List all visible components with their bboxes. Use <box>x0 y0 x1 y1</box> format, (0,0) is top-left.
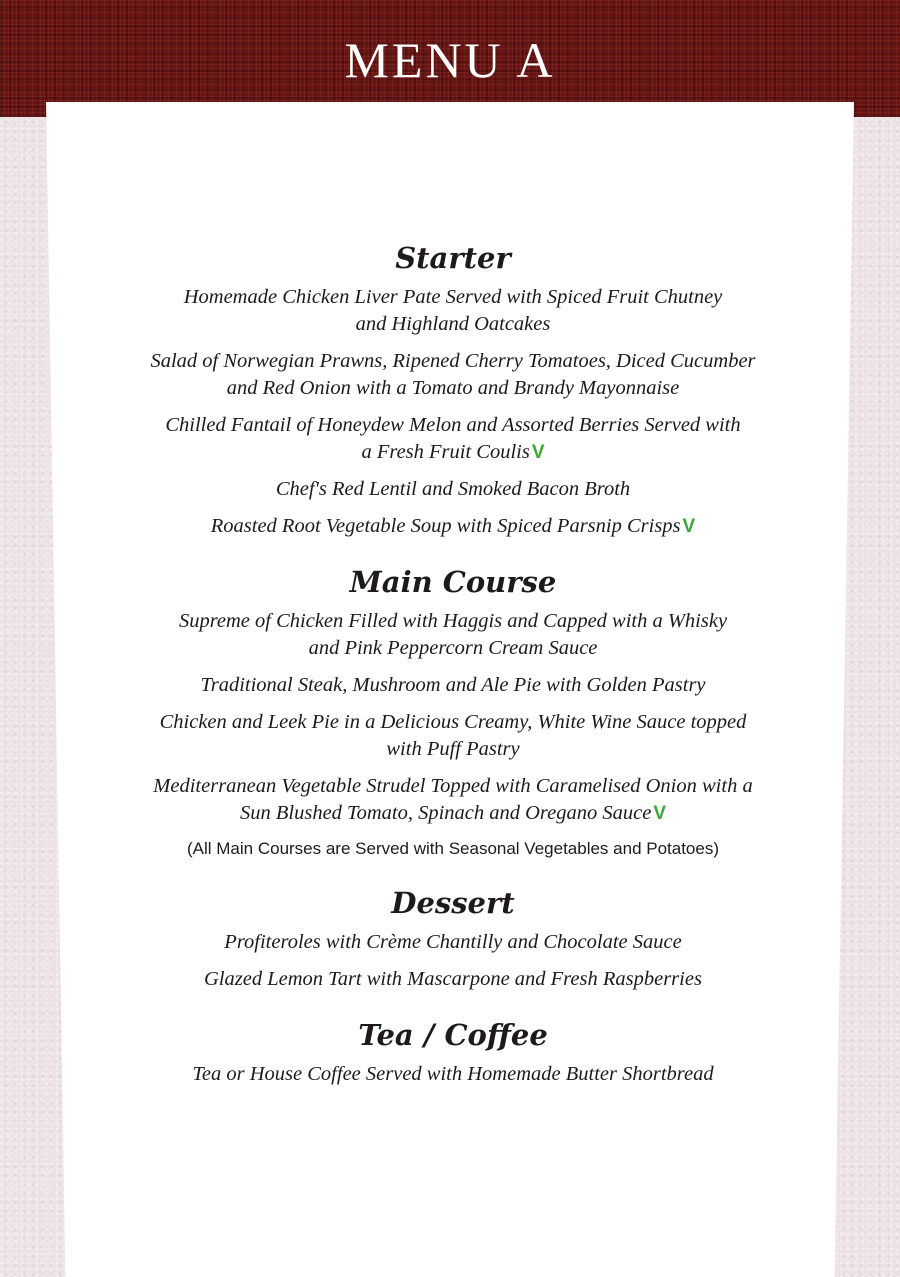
serving-note: (All Main Courses are Served with Seasonal Vegetables and Potatoes) <box>186 839 720 858</box>
menu-item <box>100 476 806 503</box>
menu-item-line: with Puff Pastry <box>386 738 520 760</box>
menu-item <box>100 929 806 956</box>
menu-item <box>100 966 806 993</box>
menu-section-main-course <box>100 556 806 861</box>
section-title: Starter <box>395 241 511 275</box>
menu-item-line: Chilled Fantail of Honeydew Melon and Assorted Berries Served with <box>165 414 741 436</box>
menu-item-line: and Highland Oatcakes <box>355 313 551 335</box>
menu-item <box>100 348 806 402</box>
menu-section-starter <box>100 232 806 540</box>
section-title: Main Course <box>349 565 557 599</box>
menu-item-line: Glazed Lemon Tart with Mascarpone and Fresh Raspberries <box>204 968 702 990</box>
menu-item <box>100 773 806 827</box>
menu-item-line: Chef's Red Lentil and Smoked Bacon Broth <box>275 478 631 500</box>
menu-section-dessert <box>100 877 806 993</box>
menu-item-line: and Red Onion with a Tomato and Brandy Mayonnaise <box>226 377 680 399</box>
vegetarian-icon: V <box>653 803 666 824</box>
menu-item-line: Roasted Root Vegetable Soup with Spiced Parsnip Crisps <box>210 515 681 537</box>
tartan-header-band <box>0 0 900 117</box>
menu-item-line: Supreme of Chicken Filled with Haggis and Capped with a Whisky <box>178 610 728 632</box>
menu-content <box>100 232 806 1104</box>
menu-item <box>100 709 806 763</box>
menu-item-line: and Pink Peppercorn Cream Sauce <box>308 637 598 659</box>
section-title: Tea / Coffee <box>358 1018 548 1052</box>
menu-item-line: Chicken and Leek Pie in a Delicious Creamy, White Wine Sauce topped <box>159 711 747 733</box>
menu-title: MENU A <box>344 32 556 88</box>
section-title: Dessert <box>391 886 515 920</box>
vegetarian-icon: V <box>531 442 545 463</box>
menu-item-line: Profiteroles with Crème Chantilly and Chocolate Sauce <box>224 931 682 953</box>
menu-item <box>100 412 806 466</box>
menu-item-line: Sun Blushed Tomato, Spinach and Oregano Sauce <box>240 802 652 824</box>
menu-item-line: Mediterranean Vegetable Strudel Topped with Caramelised Onion with a <box>153 775 753 797</box>
menu-item-line: a Fresh Fruit Coulis <box>361 441 530 463</box>
menu-item <box>100 672 806 699</box>
menu-section-tea-coffee <box>100 1009 806 1088</box>
menu-item <box>100 1061 806 1088</box>
menu-item <box>100 513 806 540</box>
menu-item-line: Homemade Chicken Liver Pate Served with Spiced Fruit Chutney <box>183 286 723 308</box>
menu-item <box>100 608 806 662</box>
vegetarian-icon: V <box>682 516 696 537</box>
menu-item-line: Traditional Steak, Mushroom and Ale Pie with Golden Pastry <box>200 674 706 696</box>
menu-item-line: Tea or House Coffee Served with Homemade Butter Shortbread <box>192 1063 714 1085</box>
menu-item-line: Salad of Norwegian Prawns, Ripened Cherry Tomatoes, Diced Cucumber <box>150 350 756 372</box>
menu-item <box>100 284 806 338</box>
